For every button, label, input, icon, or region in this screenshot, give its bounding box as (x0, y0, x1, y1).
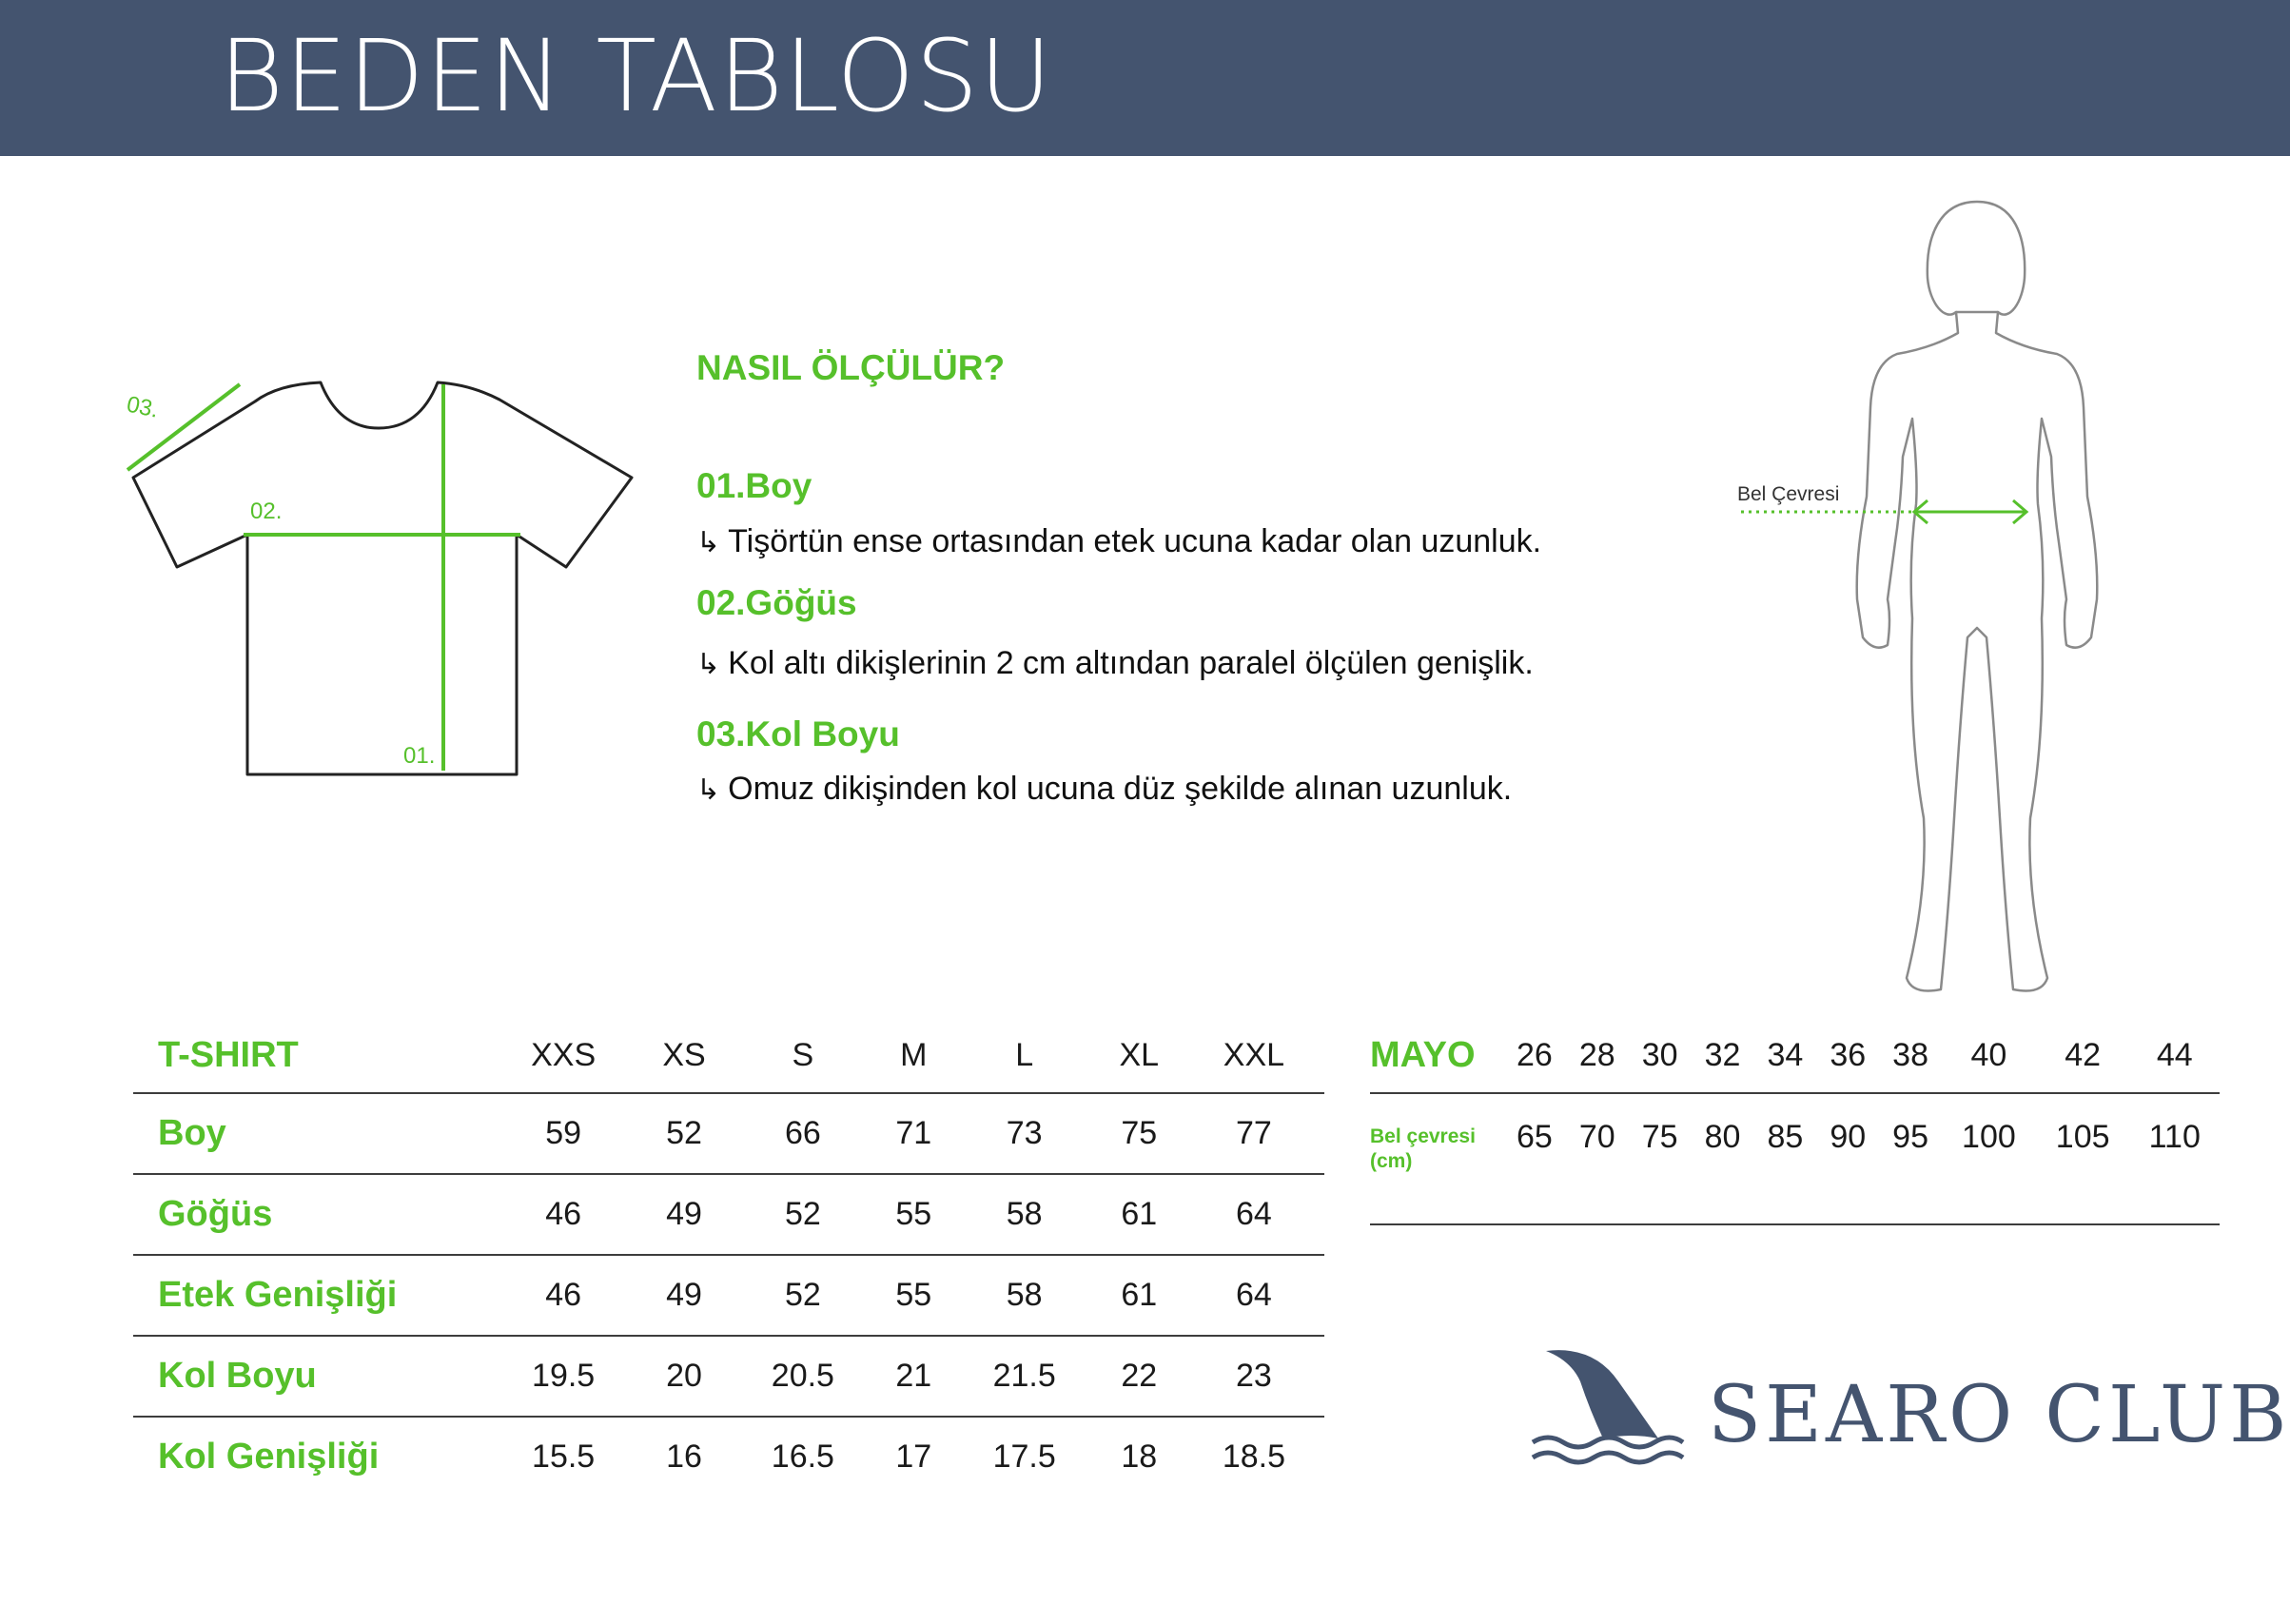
table-row (1370, 1093, 2220, 1224)
table-cell: 64 (1235, 1196, 1272, 1232)
shark-fin-logo-icon (1527, 1343, 1689, 1467)
size-header: M (900, 1036, 928, 1073)
table-cell: 17 (895, 1438, 932, 1475)
table-cell: 46 (545, 1277, 582, 1313)
item-01-heading: 01.Boy (696, 466, 812, 505)
table-cell: 75 (1121, 1115, 1158, 1151)
brand-name: SEARO CLUB (1708, 1370, 2290, 1460)
table-cell: 105 (2036, 1093, 2130, 1224)
table-cell: 16.5 (771, 1438, 834, 1475)
tshirt-outline (133, 382, 632, 774)
table-cell: 17.5 (992, 1438, 1056, 1475)
table-header-row (1370, 1018, 2220, 1093)
table-cell: 18.5 (1222, 1438, 1285, 1475)
header-bar (0, 0, 2290, 156)
table-cell: 23 (1235, 1358, 1272, 1394)
table-cell: 52 (784, 1196, 821, 1232)
row-label: Kol Boyu (158, 1356, 317, 1396)
label-01: 01. (403, 743, 436, 769)
item-01-desc: Tişörtün ense ortasından etek ucuna kadar olan uzunluk. (728, 523, 1542, 559)
size-header: 44 (2130, 1018, 2220, 1093)
size-header: 32 (1692, 1018, 1754, 1093)
table-cell: 49 (666, 1277, 702, 1313)
row-label: Kol Genişliği (158, 1437, 380, 1477)
table-cell: 58 (1006, 1277, 1043, 1313)
row-label-line1: Bel çevresi (1370, 1125, 1476, 1147)
return-arrow-icon: ↳ (696, 774, 721, 806)
table-cell: 65 (1503, 1093, 1566, 1224)
item-03-heading: 03.Kol Boyu (696, 714, 900, 753)
size-header: XL (1119, 1036, 1160, 1073)
table-cell: 15.5 (532, 1438, 596, 1475)
size-header: 40 (1942, 1018, 2036, 1093)
table-cell: 55 (895, 1277, 932, 1313)
table-cell: 46 (545, 1196, 582, 1232)
tshirt-size-table (133, 1018, 1324, 1497)
label-03: 03. (124, 391, 162, 423)
size-header: XXS (531, 1036, 597, 1073)
size-header: 26 (1503, 1018, 1566, 1093)
table-cell: 21.5 (992, 1358, 1056, 1394)
table-cell: 61 (1121, 1277, 1158, 1313)
table-cell: 21 (895, 1358, 932, 1394)
table-cell: 77 (1235, 1115, 1272, 1151)
table-cell: 16 (666, 1438, 702, 1475)
table-cell: 75 (1629, 1093, 1692, 1224)
table-cell: 58 (1006, 1196, 1043, 1232)
table-cell: 66 (784, 1115, 821, 1151)
table-row (133, 1417, 1324, 1497)
table-cell: 20.5 (771, 1358, 834, 1394)
how-to-title: NASIL ÖLÇÜLÜR? (696, 348, 1006, 387)
size-header: S (792, 1036, 814, 1073)
table-cell: 55 (895, 1196, 932, 1232)
table-cell: 110 (2130, 1093, 2220, 1224)
row-label-line2: (cm) (1370, 1150, 1413, 1172)
table-cell: 71 (895, 1115, 932, 1151)
row-label: Göğüs (158, 1194, 273, 1234)
size-header: 42 (2036, 1018, 2130, 1093)
item-02-desc-line (696, 645, 1534, 682)
waist-label: Bel Çevresi (1737, 483, 1840, 505)
table-row (133, 1174, 1324, 1255)
item-03-desc: Omuz dikişinden kol ucuna düz şekilde alınan uzunluk. (728, 771, 1513, 807)
table-cell: 49 (666, 1196, 702, 1232)
size-header: XS (662, 1036, 706, 1073)
table-cell: 70 (1566, 1093, 1629, 1224)
size-header: L (1015, 1036, 1034, 1073)
size-header: 30 (1629, 1018, 1692, 1093)
body-outline (1857, 312, 2098, 991)
table-cell: 85 (1753, 1093, 1816, 1224)
page-title: BEDEN TABLOSU (219, 18, 1053, 134)
table-cell: 64 (1235, 1277, 1272, 1313)
table-title: T-SHIRT (158, 1034, 299, 1075)
table-cell: 100 (1942, 1093, 2036, 1224)
size-header: 36 (1816, 1018, 1879, 1093)
size-header: 28 (1566, 1018, 1629, 1093)
table-cell: 18 (1121, 1438, 1158, 1475)
item-03-desc-line (696, 771, 1512, 808)
table-cell: 22 (1121, 1358, 1158, 1394)
row-label: Boy (158, 1113, 226, 1153)
row-label (1370, 1093, 1503, 1224)
table-row (133, 1093, 1324, 1174)
table-cell: 59 (545, 1115, 582, 1151)
table-cell: 20 (666, 1358, 702, 1394)
human-figure (1713, 190, 2150, 1008)
return-arrow-icon: ↳ (696, 649, 721, 680)
table-title: MAYO (1370, 1018, 1503, 1093)
return-arrow-icon: ↳ (696, 527, 721, 558)
tshirt-diagram (114, 371, 647, 828)
item-02-desc: Kol altı dikişlerinin 2 cm altından paralel ölçülen genişlik. (728, 645, 1534, 681)
size-header: 38 (1879, 1018, 1942, 1093)
table-header-row (133, 1018, 1324, 1093)
table-cell: 95 (1879, 1093, 1942, 1224)
table-cell: 52 (666, 1115, 702, 1151)
row-label: Etek Genişliği (158, 1275, 398, 1315)
table-row (133, 1255, 1324, 1336)
size-header: 34 (1753, 1018, 1816, 1093)
head-outline (1928, 202, 2025, 315)
table-cell: 73 (1006, 1115, 1043, 1151)
table-cell: 19.5 (532, 1358, 596, 1394)
item-01-desc-line (696, 523, 1541, 560)
table-cell: 52 (784, 1277, 821, 1313)
table-cell: 61 (1121, 1196, 1158, 1232)
table-cell: 90 (1816, 1093, 1879, 1224)
mayo-size-table (1370, 1018, 2220, 1225)
size-header: XXL (1223, 1036, 1285, 1073)
table-row (133, 1336, 1324, 1417)
item-02-heading: 02.Göğüs (696, 583, 857, 622)
label-02: 02. (250, 499, 283, 524)
table-cell: 80 (1692, 1093, 1754, 1224)
